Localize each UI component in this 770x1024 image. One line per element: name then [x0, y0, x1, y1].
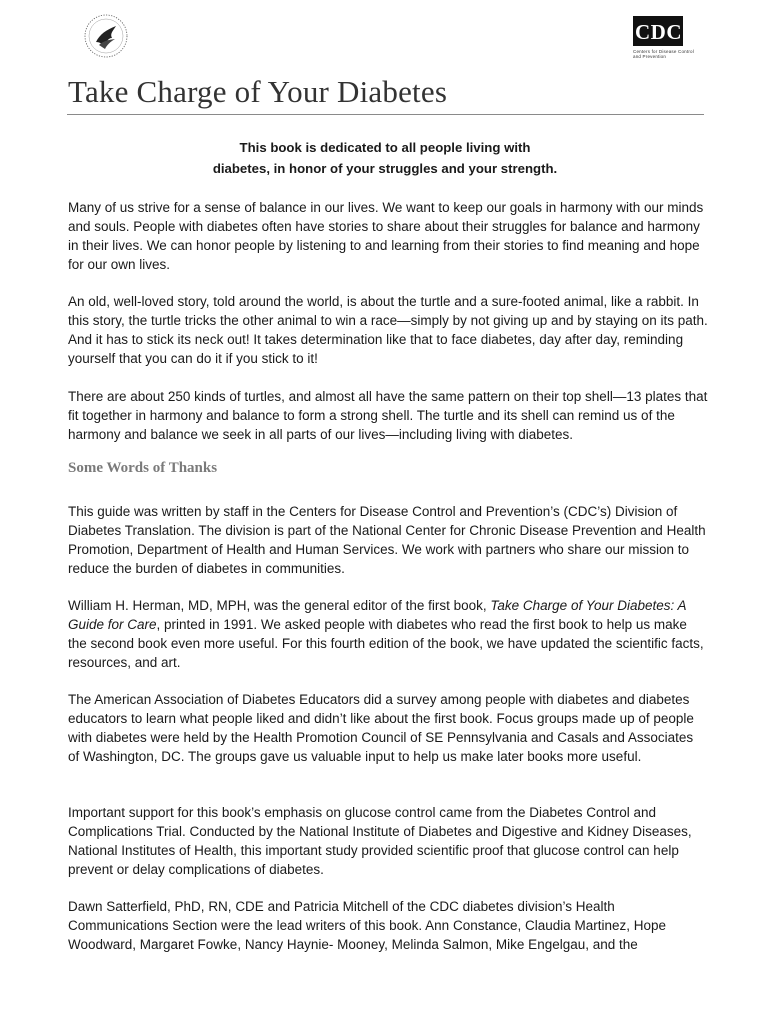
title-divider	[67, 114, 704, 115]
thanks-paragraph-2-end: , printed in 1991. We asked people with diabetes who read the first book to help us make the second book even more useful. For this fourth edition of the book, we have updated the scientific facts, resources, and art.	[68, 617, 704, 670]
intro-paragraph-3: There are about 250 kinds of turtles, and almost all have the same pattern on their top shell—13 plates that fit together in harmony and balance to form a strong shell. The turtle and its shell can remind us of the harmony and balance we seek in all parts of our lives—including living with diabetes.	[68, 389, 708, 442]
page-title: Take Charge of Your Diabetes	[68, 74, 448, 109]
thanks-paragraph-3: The American Association of Diabetes Educators did a survey among people with diabetes and diabetes educators to learn what people liked and didn’t like about the first book. Focus groups made up of people with diabetes were held by the Health Promotion Council of SE Pennsylvania and Casals and Associates of Washington, DC. The groups gave us valuable input to help us make later books more useful.	[68, 692, 694, 764]
intro-paragraph-1: Many of us strive for a sense of balance in our lives. We want to keep our goals in harmony with our minds and souls. People with diabetes often have stories to share about their struggles for balance and harmony in their lives. We can honor people by listening to and learning from their stories to find meaning and hope for our own lives.	[68, 200, 704, 272]
cdc-logo	[633, 16, 695, 60]
thanks-paragraph-2-start: William H. Herman, MD, MPH, was the general editor of the first book,	[68, 598, 491, 613]
thanks-paragraph-4: Important support for this book’s emphasis on glucose control came from the Diabetes Control and Complications Trial. Conducted by the National Institute of Diabetes and Digestive and Kidney Diseases, National Institutes of Health, this important study provided scientific proof that glucose control can help prevent or delay complications of diabetes.	[68, 805, 692, 877]
section-heading-thanks: Some Words of Thanks	[68, 460, 218, 476]
dedication	[68, 137, 702, 179]
thanks-paragraph-2	[68, 596, 708, 672]
cdc-logo-tagline: Centers for Disease Control and Prevention	[633, 49, 694, 59]
first-book-title: Take Charge of Your Diabetes: A Guide for Care	[68, 598, 687, 632]
thanks-paragraph-1: This guide was written by staff in the Centers for Disease Control and Prevention’s (CDC’s) Division of Diabetes Translation. The division is part of the National Center for Chronic Disease Prevention and Health Promotion, Department of Health and Human Services. We work with partners who share our mission to reduce the burden of diabetes in communities.	[68, 504, 706, 576]
cdc-logo-box	[633, 16, 683, 46]
cdc-logo-text: CDC	[635, 20, 682, 44]
dedication-line-1: This book is dedicated to all people living with	[239, 140, 531, 155]
intro-paragraph-2: An old, well-loved story, told around the world, is about the turtle and a sure-footed animal, like a rabbit. In this story, the turtle tricks the other animal to win a race—simply by not giving up and by staying on its path. And it has to stick its neck out! It takes determination like that to face diabetes, day after day, reminding yourself that you can do it if you stick to it!	[68, 294, 708, 366]
dedication-line-2: diabetes, in honor of your struggles and your strength.	[212, 161, 558, 176]
thanks-paragraph-5: Dawn Satterfield, PhD, RN, CDE and Patricia Mitchell of the CDC diabetes division’s Health Communications Section were the lead writers of this book. Ann Constance, Claudia Martinez, Hope Woodward, Margaret Fowke, Nancy Haynie- Mooney, Melinda Salmon, Mike Engelgau, and the	[68, 899, 667, 952]
hhs-seal-icon	[82, 12, 130, 60]
